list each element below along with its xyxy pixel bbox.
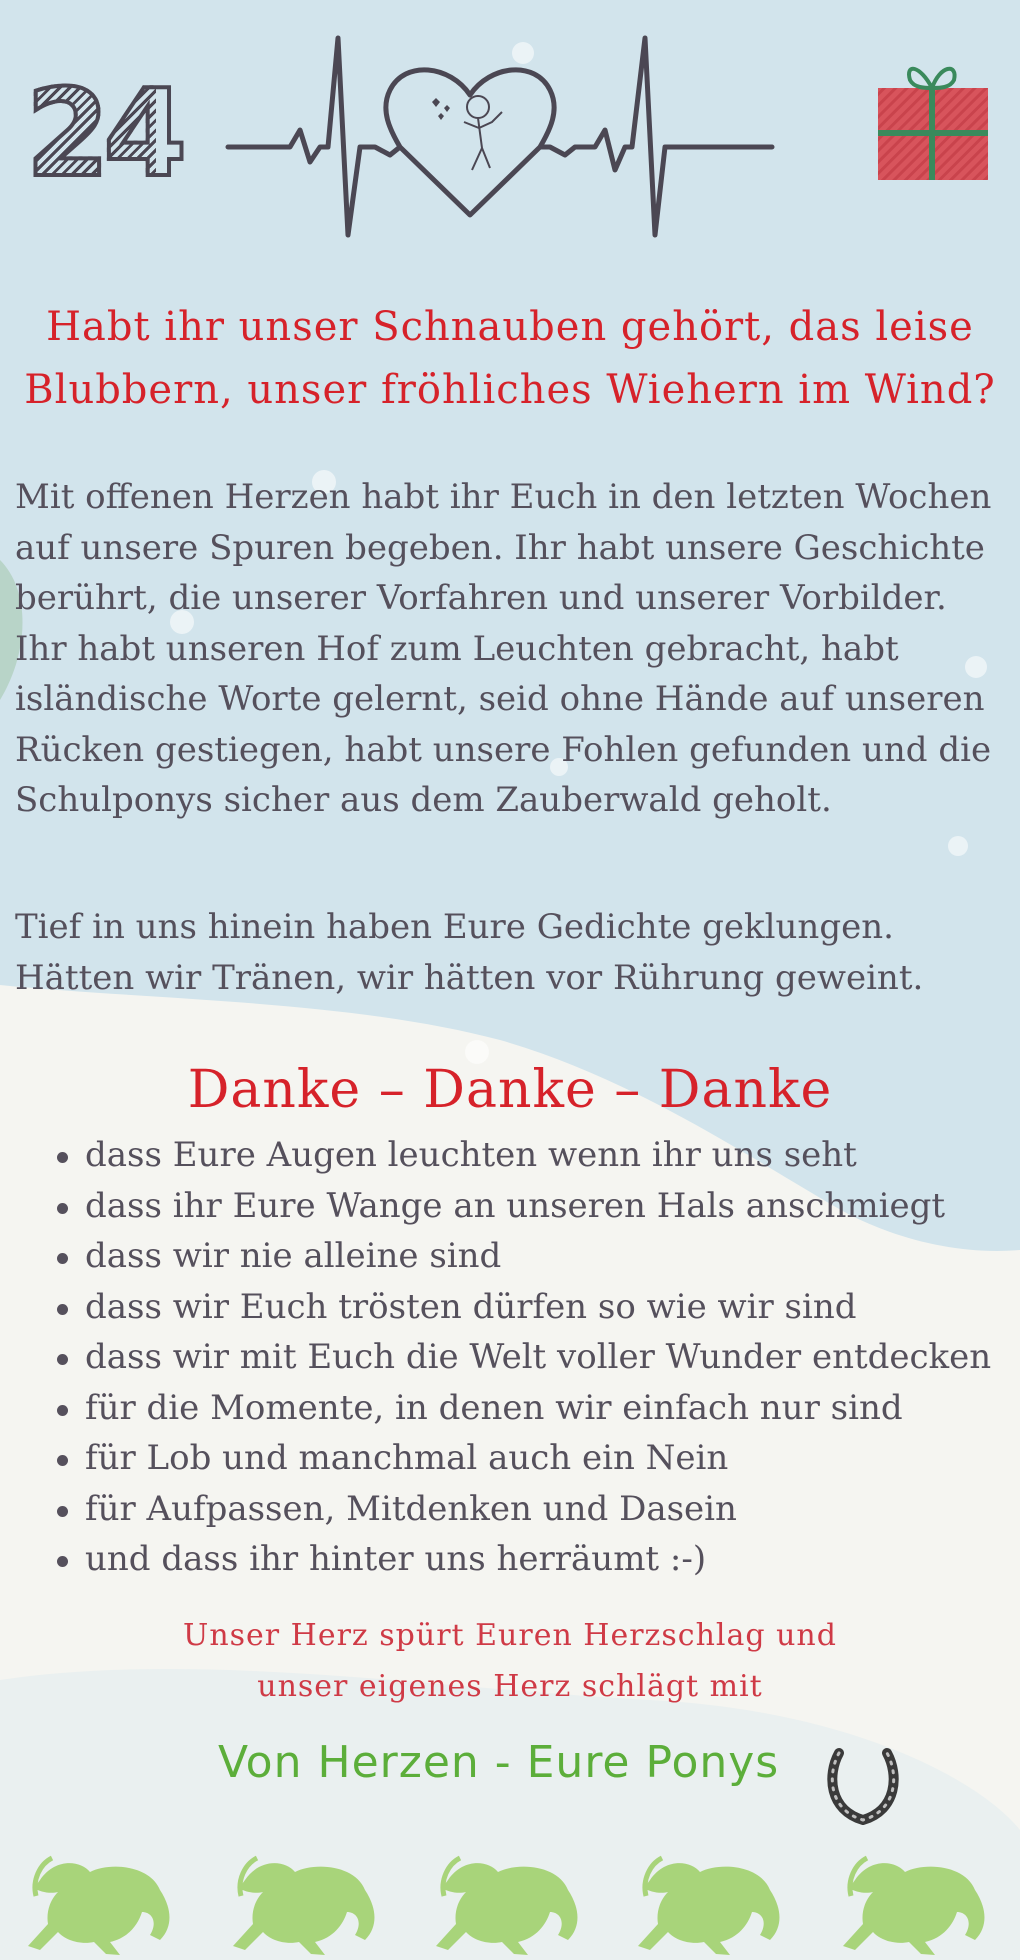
intro-paragraph: Mit offenen Herzen habt ihr Euch in den letzten Wochen auf unsere Spuren begeben. Ihr habt unsere Geschichte berührt, die unserer Vorfahren und unserer Vorbilder. Ihr habt unseren Hof zum Leuchten gebracht, habt isländische Worte gelernt, seid ohne Hände auf unseren Rücken gestiegen, habt unsere Fohlen gefunden und die Schulponys sicher aus dem Zauberwald geholt.	[15, 477, 992, 820]
list-item: dass wir Euch trösten dürfen so wie wir sind	[85, 1282, 1020, 1333]
thanks-list	[40, 1130, 1020, 1585]
list-item: dass ihr Eure Wange an unseren Hals anschmiegt	[85, 1181, 1020, 1232]
galloping-pony-icon	[418, 1850, 593, 1960]
galloping-pony-icon	[215, 1850, 390, 1960]
list-item: dass Eure Augen leuchten wenn ihr uns seht	[85, 1130, 1020, 1181]
galloping-pony-icon	[10, 1850, 185, 1960]
second-paragraph: Tief in uns hinein haben Eure Gedichte geklungen. Hätten wir Tränen, wir hätten vor Rührung geweint.	[15, 907, 924, 998]
danke-heading: Danke – Danke – Danke	[187, 1060, 833, 1120]
galloping-pony-icon	[620, 1850, 795, 1960]
gift-icon	[870, 55, 990, 185]
list-item: dass wir nie alleine sind	[85, 1231, 1020, 1282]
snow-dot	[948, 836, 968, 856]
header	[0, 0, 1020, 260]
list-item: für Aufpassen, Mitdenken und Dasein	[85, 1484, 1020, 1535]
heartbeat-heart-icon	[220, 30, 780, 245]
closing-line-1: Unser Herz spürt Euren Herzschlag und	[183, 1618, 837, 1653]
closing-text	[0, 1610, 1020, 1712]
galloping-pony-icon	[825, 1850, 1000, 1960]
horseshoe-icon	[825, 1745, 901, 1825]
list-item: dass wir mit Euch die Welt voller Wunder entdecken	[85, 1332, 1020, 1383]
list-item: für die Momente, in denen wir einfach nur sind	[85, 1383, 1020, 1434]
list-item: und dass ihr hinter uns herräumt :-)	[85, 1534, 1020, 1585]
list-item: für Lob und manchmal auch ein Nein	[85, 1433, 1020, 1484]
signature: Von Herzen - Eure Ponys	[218, 1737, 780, 1788]
title-line-2: Blubbern, unser fröhliches Wiehern im Wind?	[24, 367, 996, 413]
title	[0, 296, 1020, 422]
day-number: 24	[26, 65, 181, 204]
pony-border	[0, 1850, 1020, 1960]
title-line-1: Habt ihr unser Schnauben gehört, das leise	[46, 304, 974, 350]
closing-line-2: unser eigenes Herz schlägt mit	[257, 1669, 763, 1704]
